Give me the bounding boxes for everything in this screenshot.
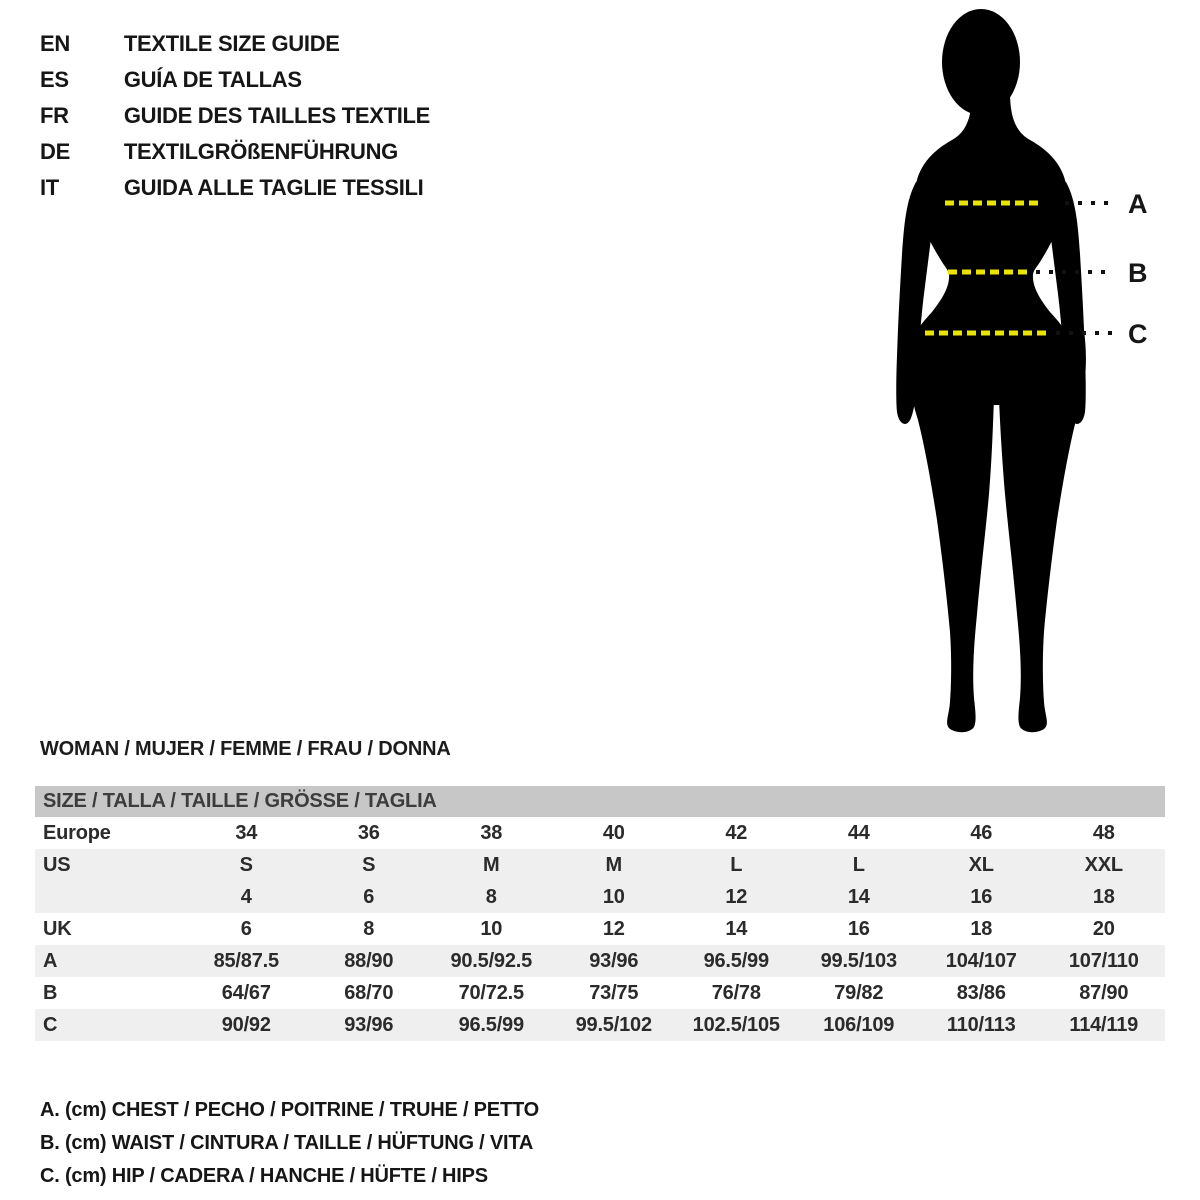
language-code: EN <box>40 31 70 56</box>
language-code: IT <box>40 175 59 200</box>
language-row-en <box>40 26 430 62</box>
size-cell: 34 <box>235 822 258 844</box>
legend-line-hip: C. (cm) HIP / CADERA / HANCHE / HÜFTE / HIPS <box>40 1165 488 1187</box>
language-title: GUÍA DE TALLAS <box>123 67 302 92</box>
language-row-de <box>40 134 430 170</box>
size-cell: 12 <box>725 886 748 908</box>
row-label: B <box>43 982 58 1004</box>
language-code: DE <box>40 139 70 164</box>
size-cell: 48 <box>1092 822 1115 844</box>
size-cell: 88/90 <box>344 950 394 972</box>
size-cell: M <box>605 854 622 876</box>
size-cell: 90/92 <box>221 1014 271 1036</box>
row-label: C <box>43 1014 58 1036</box>
size-cell: 10 <box>602 886 625 908</box>
size-cell: 85/87.5 <box>213 950 279 972</box>
size-cell: 46 <box>970 822 993 844</box>
size-cell: 68/70 <box>344 982 394 1004</box>
size-cell: 96.5/99 <box>703 950 769 972</box>
legend-line-waist: B. (cm) WAIST / CINTURA / TAILLE / HÜFTUNG / VITA <box>40 1132 534 1154</box>
hip-label: C <box>1128 319 1148 349</box>
size-cell: 90.5/92.5 <box>450 950 533 972</box>
size-cell: 42 <box>725 822 748 844</box>
table-row-us-numeric <box>35 881 1165 913</box>
language-row-it <box>40 170 430 206</box>
size-cell: 70/72.5 <box>458 982 524 1004</box>
size-cell: 106/109 <box>823 1014 895 1036</box>
size-cell: 73/75 <box>589 982 639 1004</box>
row-label: A <box>43 950 58 972</box>
legend-line-chest: A. (cm) CHEST / PECHO / POITRINE / TRUHE / PETTO <box>40 1099 539 1121</box>
size-cell: 16 <box>847 918 870 940</box>
language-title: TEXTILGRÖßENFÜHRUNG <box>123 139 398 164</box>
table-row-hip-c <box>35 1009 1165 1041</box>
size-cell: 110/113 <box>946 1014 1016 1036</box>
size-cell: 87/90 <box>1079 982 1129 1004</box>
size-cell: 64/67 <box>221 982 271 1004</box>
size-cell: 4 <box>240 886 252 908</box>
size-cell: 104/107 <box>945 950 1017 972</box>
size-cell: 18 <box>970 918 993 940</box>
language-code: FR <box>40 103 69 128</box>
row-label: Europe <box>43 822 111 844</box>
size-cell: 36 <box>357 822 380 844</box>
language-list <box>40 26 430 206</box>
size-cell: 16 <box>970 886 993 908</box>
size-cell: 10 <box>480 918 503 940</box>
size-cell: 8 <box>485 886 497 908</box>
size-cell: 6 <box>363 886 375 908</box>
language-title: GUIDE DES TAILLES TEXTILE <box>123 103 431 128</box>
row-label: UK <box>43 918 72 940</box>
size-cell: 14 <box>725 918 748 940</box>
language-row-es <box>40 62 430 98</box>
table-row-uk <box>35 913 1165 945</box>
size-cell: 79/82 <box>834 982 884 1004</box>
table-row-waist-b <box>35 977 1165 1009</box>
size-cell: 8 <box>363 918 375 940</box>
row-label: US <box>43 854 71 876</box>
size-cell: 99.5/102 <box>575 1014 652 1036</box>
size-table-header: SIZE / TALLA / TAILLE / GRÖSSE / TAGLIA <box>35 786 1165 817</box>
woman-silhouette-icon <box>860 0 1200 740</box>
size-table <box>35 786 1165 1041</box>
table-row-chest-a <box>35 945 1165 977</box>
row-label <box>35 881 185 913</box>
size-cell: M <box>483 854 500 876</box>
size-cell: 38 <box>480 822 503 844</box>
language-title: GUIDA ALLE TAGLIE TESSILI <box>123 175 424 200</box>
size-cell: 93/96 <box>344 1014 394 1036</box>
size-cell: 93/96 <box>589 950 639 972</box>
size-cell: 96.5/99 <box>458 1014 524 1036</box>
section-title: WOMAN / MUJER / FEMME / FRAU / DONNA <box>40 738 451 760</box>
size-cell: XL <box>968 854 994 876</box>
size-cell: 6 <box>240 918 252 940</box>
size-cell: 40 <box>602 822 625 844</box>
size-cell: 107/110 <box>1068 950 1139 972</box>
size-cell: S <box>362 854 376 876</box>
table-row-us <box>35 849 1165 881</box>
size-cell: 20 <box>1092 918 1115 940</box>
size-cell: S <box>239 854 253 876</box>
size-cell: L <box>852 854 865 876</box>
size-cell: 83/86 <box>956 982 1006 1004</box>
size-cell: 99.5/103 <box>820 950 897 972</box>
size-cell: 102.5/105 <box>692 1014 780 1036</box>
table-row-europe <box>35 817 1165 849</box>
size-cell: 14 <box>847 886 870 908</box>
size-cell: 76/78 <box>711 982 761 1004</box>
size-cell: XXL <box>1084 854 1123 876</box>
language-title: TEXTILE SIZE GUIDE <box>123 31 340 56</box>
size-cell: 12 <box>602 918 625 940</box>
language-row-fr <box>40 98 430 134</box>
size-cell: 18 <box>1092 886 1115 908</box>
size-cell: L <box>730 854 743 876</box>
chest-label: A <box>1128 189 1148 219</box>
silhouette-legs <box>907 330 1086 732</box>
size-cell: 44 <box>847 822 870 844</box>
language-code: ES <box>40 67 69 92</box>
measurement-legend <box>40 1094 539 1193</box>
waist-label: B <box>1128 258 1148 288</box>
size-cell: 114/119 <box>1069 1014 1139 1036</box>
